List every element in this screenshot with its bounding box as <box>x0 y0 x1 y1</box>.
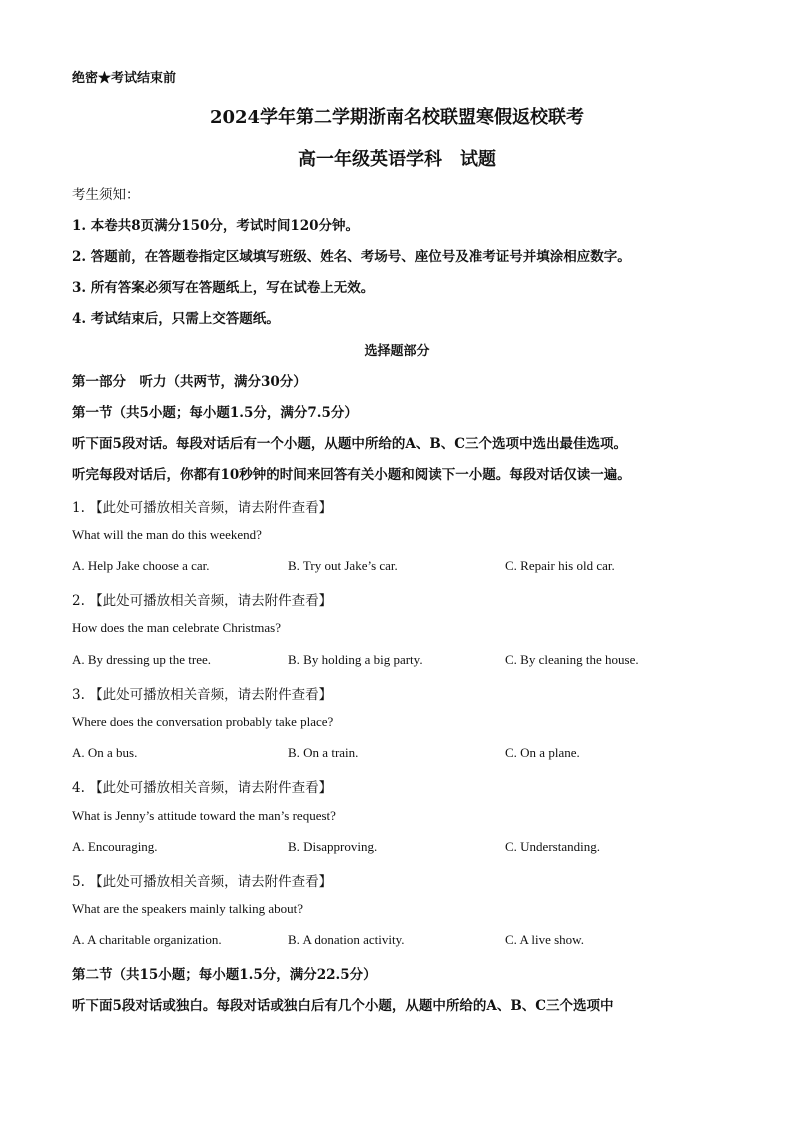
secret-label: 绝密★考试结束前 <box>72 71 177 86</box>
option-b: B. A donation activity. <box>288 932 405 947</box>
option-a: A. By dressing up the tree. <box>72 652 212 667</box>
notice-item: 1. 本卷共8页满分150分，考试时间120分钟。 <box>72 218 360 234</box>
question-text: How does the man celebrate Christmas? <box>72 620 282 635</box>
audio-placeholder: 2. 【此处可播放相关音频，请去附件查看】 <box>72 593 333 609</box>
option-b: B. On a train. <box>288 745 359 760</box>
question-text: What will the man do this weekend? <box>72 527 262 542</box>
question-text: What is Jenny’s attitude toward the man’s request? <box>72 808 336 823</box>
instruction-line: 听下面5段对话。每段对话后有一个小题，从题中所给的A、B、C三个选项中选出最佳选项。 <box>72 436 628 452</box>
option-b: B. Try out Jake’s car. <box>288 558 398 573</box>
audio-placeholder: 1. 【此处可播放相关音频，请去附件查看】 <box>72 500 333 516</box>
section2-instruction: 听下面5段对话或独白。每段对话或独白后有几个小题，从题中所给的A、B、C三个选项中 <box>72 998 614 1014</box>
option-c: C. A live show. <box>505 932 584 947</box>
option-b: B. Disapproving. <box>288 839 378 854</box>
notice-heading: 考生须知： <box>72 187 140 203</box>
option-a: A. Help Jake choose a car. <box>72 558 210 573</box>
exam-subtitle: 高一年级英语学科 试题 <box>298 149 496 170</box>
section1-heading: 第一节（共5小题；每小题1.5分，满分7.5分） <box>72 405 358 421</box>
part1-heading: 第一部分 听力（共两节，满分30分） <box>72 374 307 390</box>
option-b: B. By holding a big party. <box>288 652 423 667</box>
instruction-line: 听完每段对话后，你都有10秒钟的时间来回答有关小题和阅读下一小题。每段对话仅读一遍。 <box>72 467 631 483</box>
audio-placeholder: 5. 【此处可播放相关音频，请去附件查看】 <box>72 874 333 890</box>
notice-item: 2. 答题前，在答题卷指定区域填写班级、姓名、考场号、座位号及准考证号并填涂相应数字。 <box>72 249 631 265</box>
option-a: A. On a bus. <box>72 745 138 760</box>
option-a: A. A charitable organization. <box>72 932 222 947</box>
option-a: A. Encouraging. <box>72 839 158 854</box>
option-c: C. On a plane. <box>505 745 580 760</box>
audio-placeholder: 4. 【此处可播放相关音频，请去附件查看】 <box>72 780 333 796</box>
notice-item: 3. 所有答案必须写在答题纸上，写在试卷上无效。 <box>72 280 375 296</box>
question-text: Where does the conversation probably take place? <box>72 714 334 729</box>
option-c: C. Understanding. <box>505 839 600 854</box>
notice-item: 4. 考试结束后，只需上交答题纸。 <box>72 311 280 327</box>
option-c: C. By cleaning the house. <box>505 652 639 667</box>
exam-title: 2024学年第二学期浙南名校联盟寒假返校联考 <box>209 107 585 128</box>
question-text: What are the speakers mainly talking about? <box>72 901 304 916</box>
option-c: C. Repair his old car. <box>505 558 615 573</box>
section2-heading: 第二节（共15小题；每小题1.5分，满分22.5分） <box>72 967 377 983</box>
audio-placeholder: 3. 【此处可播放相关音频，请去附件查看】 <box>72 687 333 703</box>
section-label: 选择题部分 <box>364 344 430 359</box>
